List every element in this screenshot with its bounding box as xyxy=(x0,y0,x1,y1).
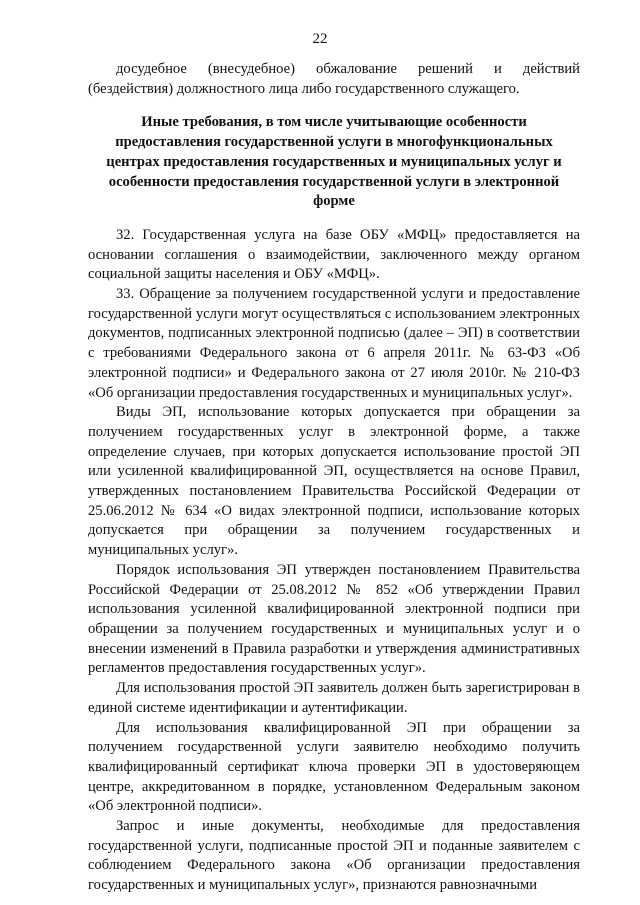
paragraph-simple-ep: Для использования простой ЭП заявитель должен быть зарегистрирован в единой системе идентификации и аутентификации. xyxy=(88,680,580,716)
document-body xyxy=(88,60,580,896)
paragraph-request-documents: Запрос и иные документы, необходимые для предоставления государственной услуги, подписанные простой ЭП и поданные заявителем с соблюдением Федерального закона «Об организации предоставления государственных и муниципальных услуг», признаются равнозначными xyxy=(88,818,580,894)
paragraph-qualified-ep: Для использования квалифицированной ЭП при обращении за получением государственной услуги заявителю необходимо получить квалифицированный сертификат ключа проверки ЭП в удостоверяющем центре, аккредитованном в порядке, установленном Федеральным законом «Об электронной подписи». xyxy=(88,719,580,815)
paragraph-ep-types: Виды ЭП, использование которых допускается при обращении за получением государственных услуг в электронной форме, а также определение случаев, при которых допускается использование простой ЭП или усиленной квалифицированной ЭП, осуществляется на основе Правил, утвержденных постановлением Правительства Российской Федерации от 25.06.2012 № 634 «О видах электронной подписи, использование которых допускается при обращении за получением государственных и муниципальных услуг». xyxy=(88,404,580,559)
intro-paragraph: досудебное (внесудебное) обжалование решений и действий (бездействия) должностного лица либо государственного служащего. xyxy=(88,61,580,97)
page-number: 22 xyxy=(312,31,328,47)
paragraph-33: 33. Обращение за получением государственной услуги и предоставление государственной услуги могут осуществляться с использованием электронных документов, подписанных электронной подписью (далее – ЭП) в соответствии с требованиями Федерального закона от 6 апреля 2011г. № 63-ФЗ «Об электронной подписи» и Федерального закона от 27 июля 2010г. № 210-ФЗ «Об организации предоставления государственных и муниципальных услуг». xyxy=(88,286,580,401)
section-heading: Иные требования, в том числе учитывающие особенности предоставления государственной услуги в многофункциональных центрах предоставления государственных и муниципальных услуг и особенности предоставления государственной услуги в электронной форме xyxy=(106,114,562,210)
paragraph-ep-procedure: Порядок использования ЭП утвержден постановлением Правительства Российской Федерации от 25.08.2012 № 852 «Об утверждении Правил использования усиленной квалифицированной электронной подписи при обращении за получением государственных и муниципальных услуг и о внесении изменений в Правила разработки и утверждения административных регламентов предоставления государственных услуг». xyxy=(88,561,580,677)
paragraph-32: 32. Государственная услуга на базе ОБУ «МФЦ» предоставляется на основании соглашения о взаимодействии, заключенного между органом социальной защиты населения и ОБУ «МФЦ». xyxy=(88,226,580,283)
